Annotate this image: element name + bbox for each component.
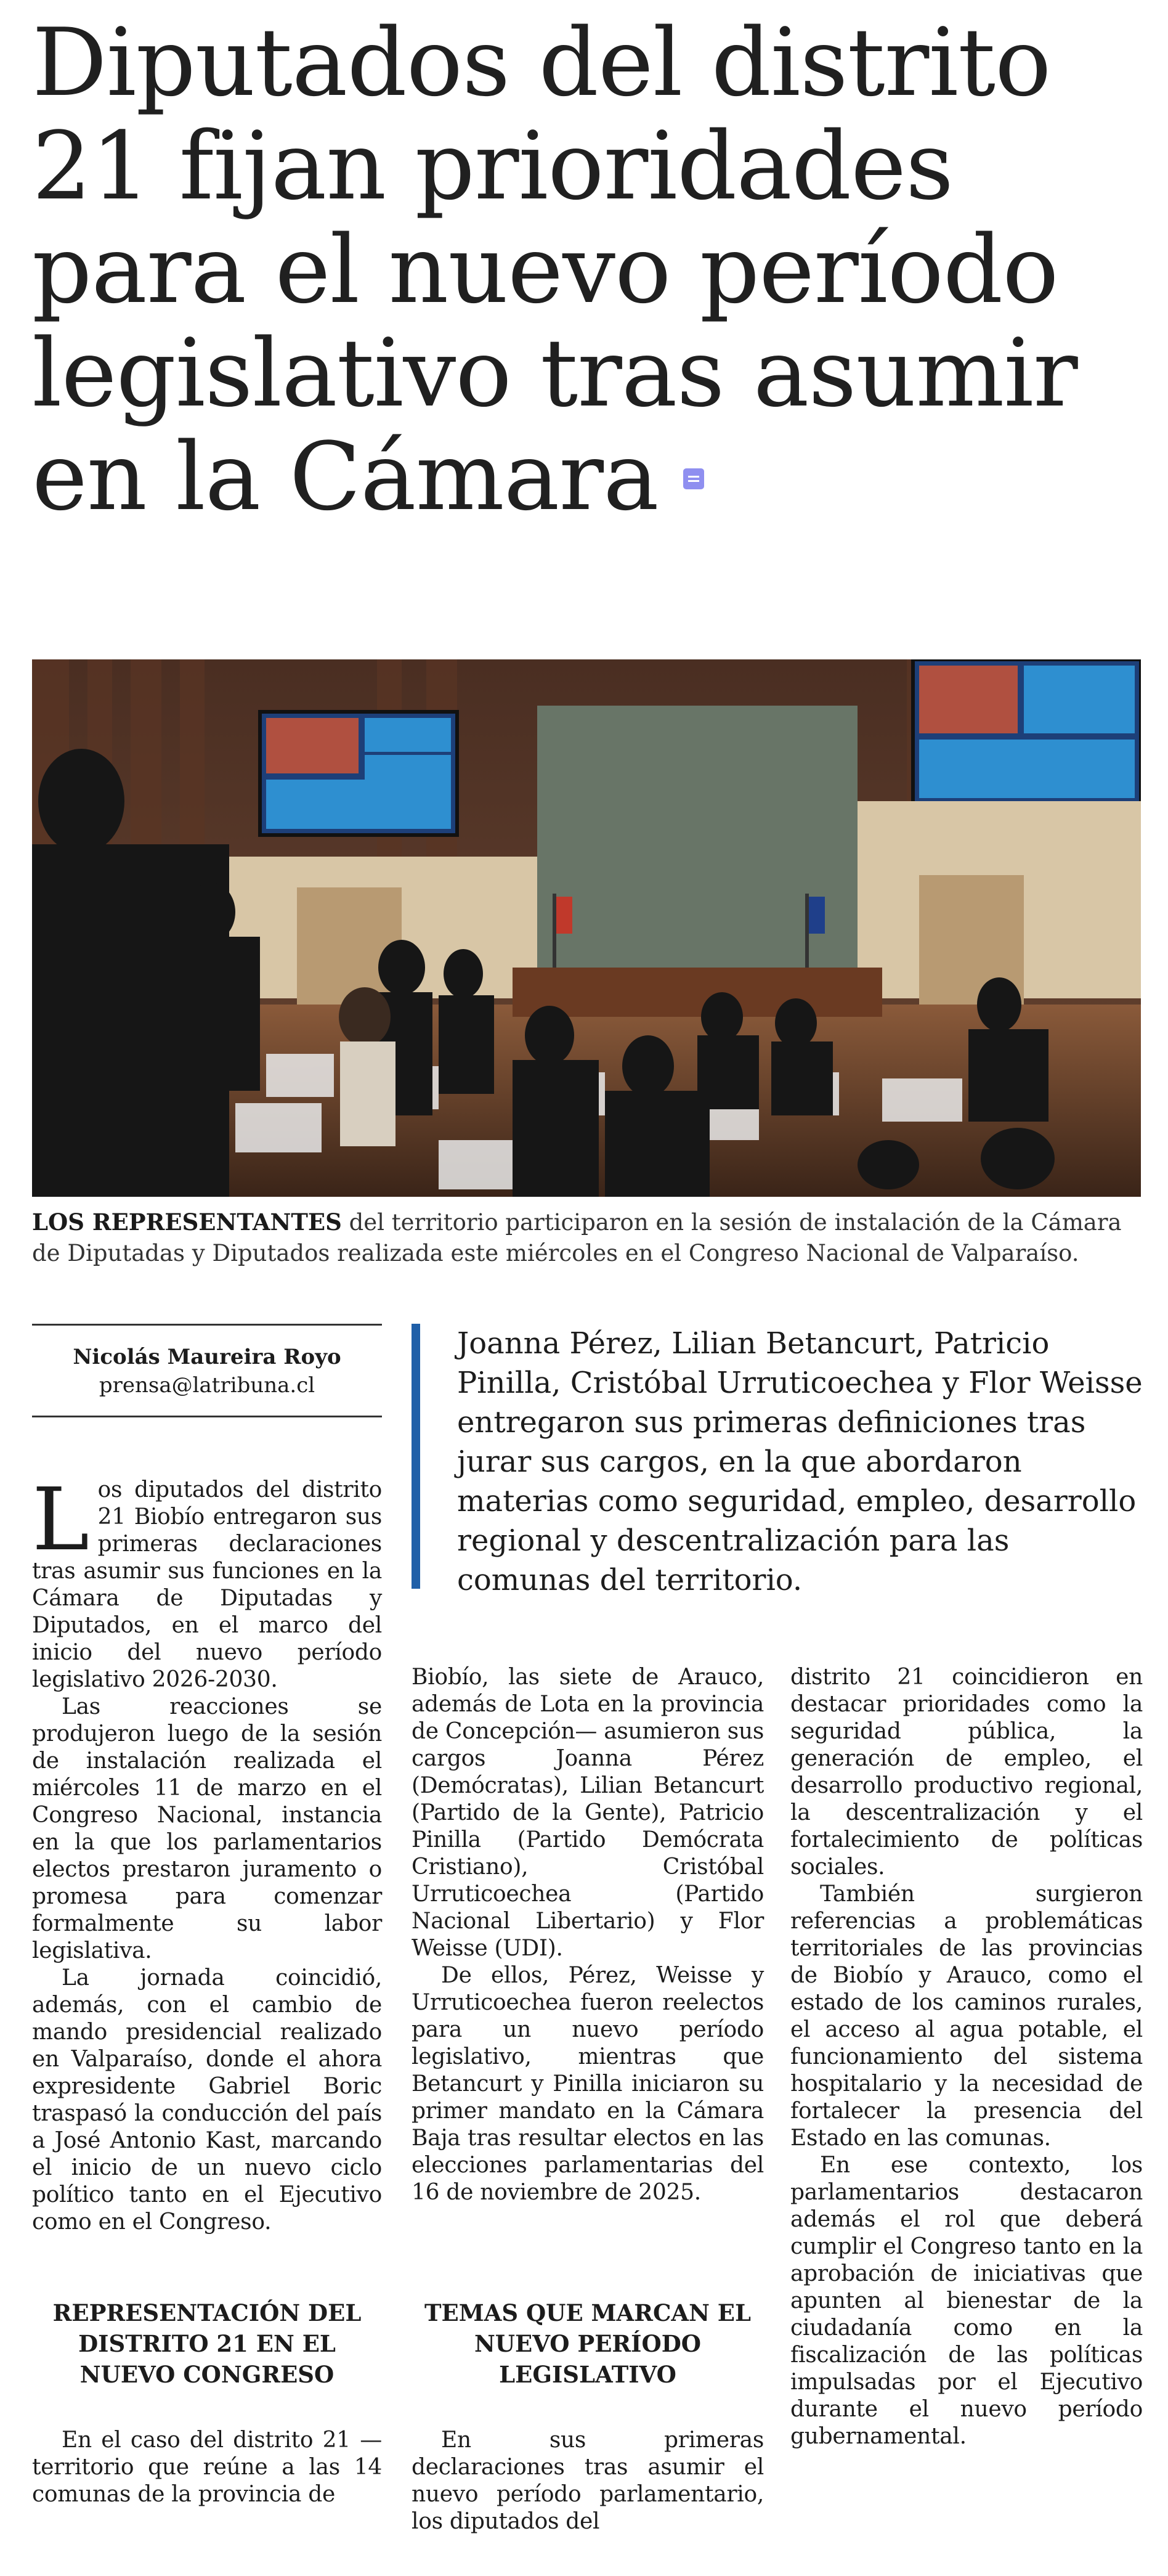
drop-cap: L [32, 1470, 89, 1570]
subheading-representacion: REPRESENTACIÓN DEL DISTRITO 21 EN EL NUEVO CONGRESO [52, 2299, 362, 2388]
body-paragraph: También surgieron referencias a problemáticas territoriales de las provincias de Biobío y Arauco, como el estado de los caminos rurales, el acceso al agua potable, el funcionamiento del sistema hospitalario y la necesidad de fortalecer la presencia del Estado en las comunas. [790, 1881, 1143, 2151]
caption-lead: LOS REPRESENTANTES [32, 1209, 342, 1236]
note-icon[interactable] [683, 468, 704, 489]
author-name: Nicolás Maureira Royo [73, 1345, 341, 1369]
column-1-continued [32, 2427, 382, 2508]
author-email[interactable]: prensa@latribuna.cl [99, 1373, 315, 1398]
pull-quote: Joanna Pérez, Lilian Betancurt, Patricio Pinilla, Cristóbal Urruticoechea y Flor Weisse entregaron sus primeras definiciones tras jurar sus cargos, en la que abordaron materias como seguridad, empleo, desarrollo regional y descentralización para las comunas del territorio. [412, 1324, 1145, 1589]
body-paragraph: Biobío, las siete de Arauco, además de Lota en la provincia de Concepción— asumieron sus cargos Joanna Pérez (Demócratas), Lilian Betancurt (Partido de la Gente), Patricio Pinilla (Partido Demócrata Cristiano), Cristóbal Urruticoechea (Partido Nacional Libertario) y Flor Weisse (UDI). [412, 1665, 764, 1961]
byline [32, 1324, 382, 1417]
column-2-continued [412, 2427, 764, 2535]
column-2 [412, 1664, 764, 2206]
caption-text: del territorio participaron en la sesión de instalación de la Cámara de Diputadas y Diputados realizada este miércoles en el Congreso Nacional de Valparaíso. [32, 1209, 1122, 1266]
body-paragraph: De ellos, Pérez, Weisse y Urruticoechea fueron reelectos para un nuevo período legislativo, mientras que Betancurt y Pinilla iniciaron su primer mandato en la Cámara Baja tras resultar electos en las elecciones parlamentarias del 16 de noviembre de 2025. [412, 1963, 764, 2205]
body-paragraph: En sus primeras declaraciones tras asumir el nuevo período parlamentario, los diputados del [412, 2427, 764, 2534]
body-paragraph: En el caso del distrito 21 —territorio que reúne a las 14 comunas de la provincia de [32, 2427, 382, 2507]
article-photo [32, 659, 1141, 1197]
body-paragraph: distrito 21 coincidieron en destacar prioridades como la seguridad pública, la generación de empleo, el desarrollo productivo regional, la descentralización y el fortalecimiento de políticas sociales. [790, 1665, 1143, 1880]
body-paragraph: Los diputados del distrito 21 Biobío entregaron sus primeras declaraciones tras asumir sus funciones en la Cámara de Diputadas y Diputados, en el marco del inicio del nuevo período legislativo 2026-2030. [32, 1470, 382, 1692]
body-paragraph: La jornada coincidió, además, con el cambio de mando presidencial realizado en Valparaíso, donde el ahora expresidente Gabriel Boric traspasó la conducción del país a José Antonio Kast, marcando el inicio de un nuevo ciclo político tanto en el Ejecutivo como en el Congreso. [32, 1965, 382, 2235]
column-3 [790, 1664, 1143, 2450]
headline: Diputados del distrito 21 fijan prioridades para el nuevo período legislativo tras asumir en la Cámara [32, 8, 1077, 531]
body-paragraph: Las reacciones se produjeron luego de la sesión de instalación realizada el miércoles 11 de marzo en el Congreso Nacional, instancia en la que los parlamentarios electos prestaron juramento o promesa para comenzar formalmente su labor legislativa. [32, 1694, 382, 1963]
subheading-temas: TEMAS QUE MARCAN EL NUEVO PERÍODO LEGISLATIVO [424, 2299, 752, 2388]
column-1 [32, 1470, 382, 2236]
chamber-illustration [32, 659, 1141, 1197]
body-paragraph: En ese contexto, los parlamentarios destacaron además el rol que deberá cumplir el Congreso tanto en la aprobación de iniciativas que apunten al bienestar de la ciudadanía como en la fiscalización de las políticas impulsadas por el Ejecutivo durante el nuevo período gubernamental. [790, 2153, 1143, 2449]
photo-caption [32, 1207, 1141, 1269]
